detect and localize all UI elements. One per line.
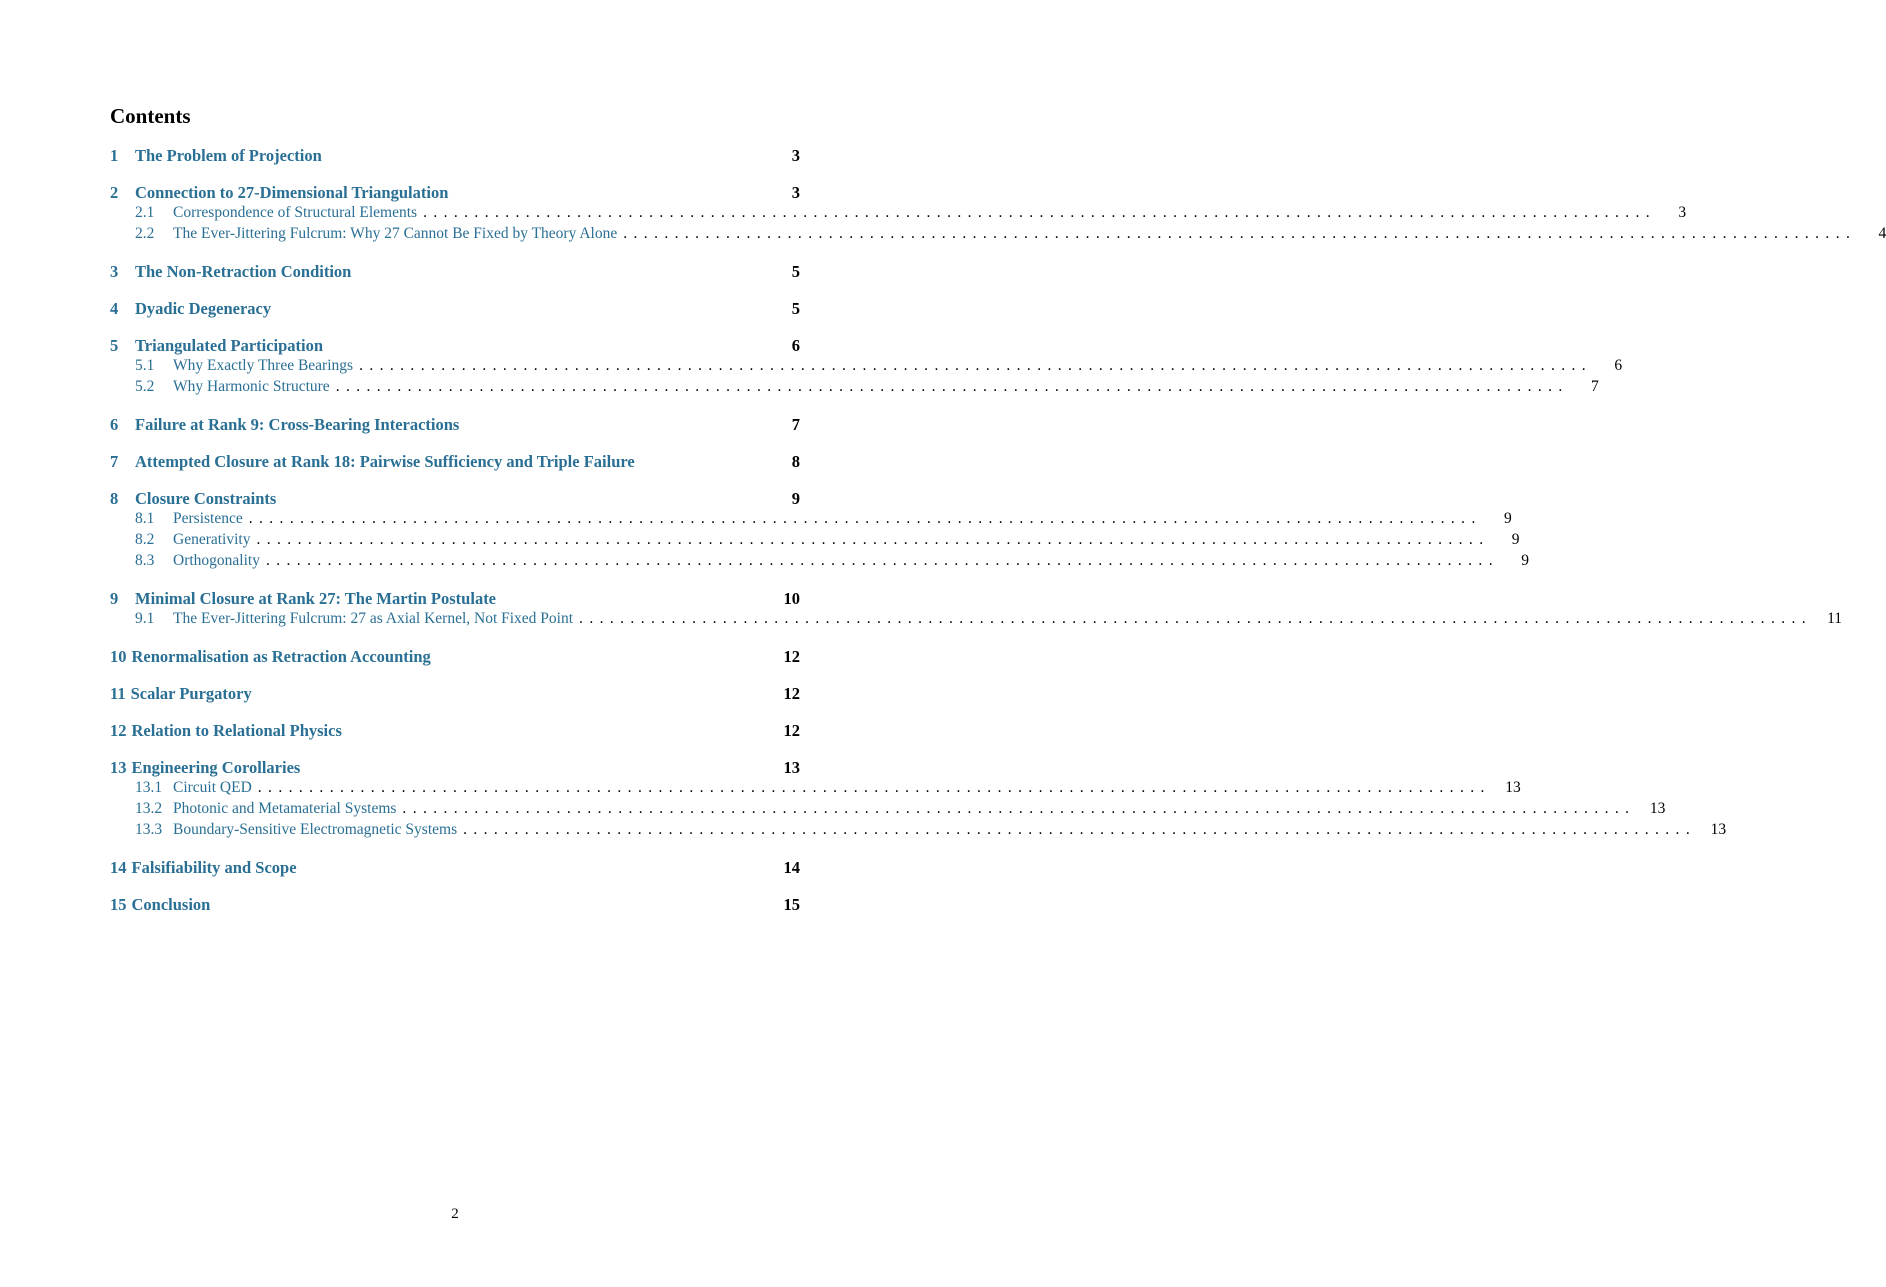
toc-subsection-title[interactable]: Why Harmonic Structure <box>173 378 330 395</box>
toc-leader-dots: ........................................................................................................................ <box>256 531 1490 548</box>
toc-section-entry[interactable] <box>110 299 800 319</box>
toc-subsection-page: 6 <box>1614 357 1623 374</box>
toc-section-title[interactable]: Attempted Closure at Rank 18: Pairwise Sufficiency and Triple Failure <box>135 452 635 471</box>
toc-section-number: 10 <box>110 647 127 666</box>
toc-subsection-number: 9.1 <box>135 610 155 627</box>
toc-section-entry[interactable] <box>110 183 800 203</box>
toc-section-number: 15 <box>110 895 127 914</box>
toc-subsection-title[interactable]: Circuit QED <box>173 779 252 796</box>
toc-section-title[interactable]: Falsifiability and Scope <box>131 858 297 877</box>
toc-section-entry[interactable] <box>110 452 800 472</box>
toc-section-number: 1 <box>110 146 119 165</box>
toc-subsection-page: 3 <box>1678 204 1687 221</box>
toc-section-page: 13 <box>783 758 800 777</box>
toc-subsection-title[interactable]: Correspondence of Structural Elements <box>173 204 418 221</box>
toc-subsection-entry[interactable] <box>110 779 1521 797</box>
toc-section-entry[interactable] <box>110 415 800 435</box>
toc-section-page: 9 <box>791 489 800 508</box>
toc-subsection-entry[interactable] <box>110 378 1599 396</box>
toc-subsection-title[interactable]: Generativity <box>173 531 251 548</box>
toc-section-entry[interactable] <box>110 858 800 878</box>
toc-subsection-number: 5.2 <box>135 378 155 395</box>
toc-subsection-title[interactable]: Why Exactly Three Bearings <box>173 357 354 374</box>
toc-section-number: 9 <box>110 589 119 608</box>
toc-subsection-page: 9 <box>1511 531 1520 548</box>
toc-section-page: 12 <box>783 647 800 666</box>
toc-leader-dots: ........................................................................................................................ <box>257 779 1491 796</box>
contents-heading: Contents <box>110 104 191 128</box>
toc-leader-dots: ........................................................................................................................ <box>402 800 1636 817</box>
toc-section-page: 8 <box>791 452 800 471</box>
toc-section-number: 3 <box>110 262 119 281</box>
toc-leader-dots: ........................................................................................................................ <box>359 357 1593 374</box>
toc-subsection-number: 8.3 <box>135 552 155 569</box>
toc-section-page: 3 <box>791 183 800 202</box>
toc-subsection-number: 2.1 <box>135 204 155 221</box>
toc-subsection-number: 8.1 <box>135 510 155 527</box>
toc-leader-dots: ........................................................................................................................ <box>335 378 1569 395</box>
toc-leader-dots: ........................................................................................................................ <box>623 225 1857 242</box>
toc-subsection-entry[interactable] <box>110 510 1512 528</box>
toc-section-title[interactable]: Conclusion <box>131 895 211 914</box>
toc-subsection-entry[interactable] <box>110 800 1666 818</box>
toc-subsection-title[interactable]: The Ever-Jittering Fulcrum: 27 as Axial Kernel, Not Fixed Point <box>173 610 574 627</box>
toc-section-number: 7 <box>110 452 119 471</box>
toc-section-title[interactable]: Closure Constraints <box>135 489 277 508</box>
toc-section-title[interactable]: Failure at Rank 9: Cross-Bearing Interactions <box>135 415 460 434</box>
toc-subsection-page: 4 <box>1878 225 1886 242</box>
toc-section-entry[interactable] <box>110 336 800 356</box>
toc-section-number: 14 <box>110 858 127 877</box>
toc-section-entry[interactable] <box>110 721 800 741</box>
toc-leader-dots: ........................................................................................................................ <box>463 821 1697 838</box>
toc-section-number: 4 <box>110 299 119 318</box>
toc-section-number: 13 <box>110 758 127 777</box>
toc-section-page: 12 <box>783 684 800 703</box>
toc-subsection-number: 13.1 <box>135 779 163 796</box>
toc-subsection-entry[interactable] <box>110 357 1623 375</box>
toc-subsection-entry[interactable] <box>110 821 1727 839</box>
toc-subsection-number: 2.2 <box>135 225 155 242</box>
toc-subsection-entry[interactable] <box>110 610 1843 628</box>
toc-section-page: 15 <box>783 895 800 914</box>
toc-section-entry[interactable] <box>110 647 800 667</box>
toc-subsection-entry[interactable] <box>110 204 1687 222</box>
toc-section-number: 8 <box>110 489 119 508</box>
toc-section-page: 14 <box>783 858 800 877</box>
toc-section-title[interactable]: Minimal Closure at Rank 27: The Martin Postulate <box>135 589 497 608</box>
toc-subsection-page: 13 <box>1649 800 1666 817</box>
toc-section-page: 7 <box>791 415 800 434</box>
toc-section-entry[interactable] <box>110 262 800 282</box>
toc-subsection-page: 9 <box>1503 510 1512 527</box>
toc-section-number: 5 <box>110 336 119 355</box>
toc-section-number: 12 <box>110 721 127 740</box>
toc-subsection-title[interactable]: Orthogonality <box>173 552 260 569</box>
toc-section-title[interactable]: The Non-Retraction Condition <box>135 262 352 281</box>
toc-section-title[interactable]: Engineering Corollaries <box>131 758 301 777</box>
toc-subsection-number: 13.3 <box>135 821 163 838</box>
toc-section-page: 5 <box>791 262 800 281</box>
toc-section-entry[interactable] <box>110 684 800 704</box>
toc-subsection-page: 11 <box>1827 610 1843 627</box>
toc-section-number: 11 <box>110 684 126 703</box>
toc-section-title[interactable]: Scalar Purgatory <box>130 684 252 703</box>
toc-section-number: 6 <box>110 415 119 434</box>
toc-subsection-number: 13.2 <box>135 800 163 817</box>
toc-subsection-page: 13 <box>1505 779 1521 796</box>
toc-section-title[interactable]: Dyadic Degeneracy <box>135 299 272 318</box>
toc-section-page: 3 <box>791 146 800 165</box>
toc-subsection-entry[interactable] <box>110 225 1886 243</box>
toc-subsection-title[interactable]: Photonic and Metamaterial Systems <box>173 800 397 817</box>
toc-section-entry[interactable] <box>110 146 800 166</box>
toc-subsection-number: 8.2 <box>135 531 155 548</box>
toc-section-title[interactable]: The Problem of Projection <box>135 146 322 165</box>
toc-section-title[interactable]: Relation to Relational Physics <box>131 721 342 740</box>
toc-subsection-entry[interactable] <box>110 531 1520 549</box>
toc-section-entry[interactable] <box>110 895 800 915</box>
toc-leader-dots: ........................................................................................................................ <box>423 204 1657 221</box>
toc-subsection-page: 13 <box>1710 821 1727 838</box>
toc-section-title[interactable]: Renormalisation as Retraction Accounting <box>131 647 431 666</box>
toc-subsection-title[interactable]: Boundary-Sensitive Electromagnetic Systems <box>173 821 458 838</box>
toc-leader-dots: ........................................................................................................................ <box>248 510 1482 527</box>
toc-section-page: 12 <box>783 721 800 740</box>
toc-subsection-number: 5.1 <box>135 357 155 374</box>
toc-subsection-page: 9 <box>1521 552 1529 569</box>
toc-subsection-page: 7 <box>1590 378 1599 395</box>
toc-section-title[interactable]: Triangulated Participation <box>135 336 324 355</box>
toc-section-page: 5 <box>791 299 800 318</box>
toc-section-title[interactable]: Connection to 27-Dimensional Triangulation <box>135 183 449 202</box>
toc-subsection-title[interactable]: Persistence <box>173 510 243 527</box>
toc-section-entry[interactable] <box>110 589 800 609</box>
toc-leader-dots: ........................................................................................................................ <box>579 610 1813 627</box>
toc-section-entry[interactable] <box>110 758 800 778</box>
toc-subsection-title[interactable]: The Ever-Jittering Fulcrum: Why 27 Cannot Be Fixed by Theory Alone <box>173 225 618 242</box>
toc-leader-dots: ........................................................................................................................ <box>265 552 1499 569</box>
toc-subsection-entry[interactable] <box>110 552 1529 570</box>
toc-section-entry[interactable] <box>110 489 800 509</box>
toc-section-page: 6 <box>791 336 800 355</box>
page-number: 2 <box>451 1206 459 1222</box>
toc-section-number: 2 <box>110 183 119 202</box>
toc-section-page: 10 <box>783 589 800 608</box>
